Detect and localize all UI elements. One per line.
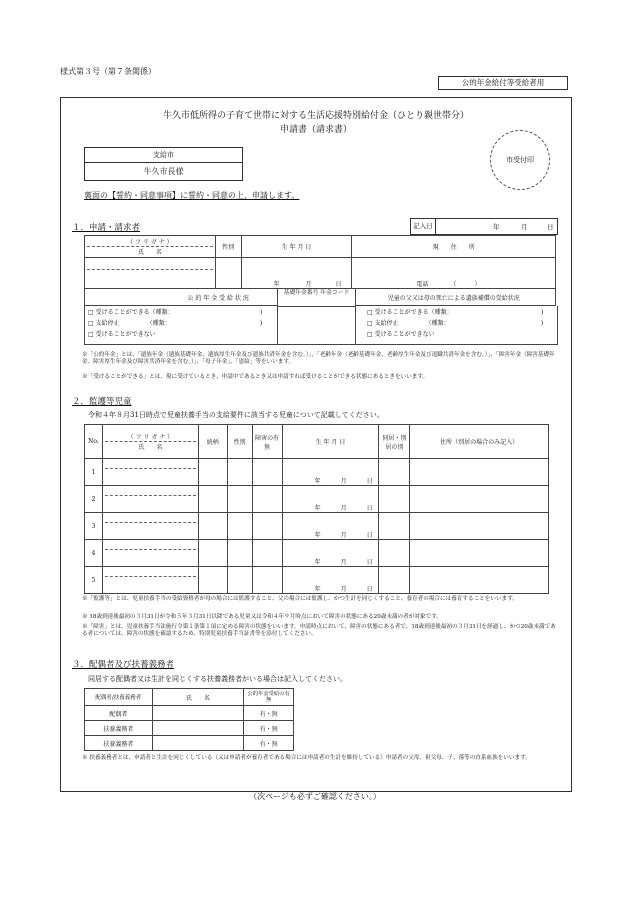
child-address-cell[interactable] <box>410 459 549 486</box>
applicant-address-header: 現 住 所 <box>352 236 556 258</box>
section3-heading: ３．配偶者及び扶養義務者 <box>72 660 175 670</box>
child-name-field[interactable] <box>105 496 196 512</box>
child-birth-year-unit: 年 <box>314 505 321 512</box>
pension-option-receivable[interactable] <box>88 308 174 318</box>
family-row <box>85 736 294 751</box>
birth-month-unit: 月 <box>305 281 312 288</box>
children-name-header <box>102 425 198 459</box>
children-sex-header: 性別 <box>227 425 252 459</box>
applicant-address-cell[interactable] <box>352 258 556 289</box>
survivor-close-1: ) <box>541 309 544 316</box>
child-birth-cell[interactable] <box>282 513 379 540</box>
family-row <box>85 706 294 721</box>
child-name-cell[interactable] <box>102 486 198 513</box>
survivor-option-suspended-label: □ 支給停止 （種類： <box>367 320 450 327</box>
child-address-cell[interactable] <box>410 486 549 513</box>
child-sex-cell[interactable] <box>227 513 252 540</box>
family-name-cell[interactable] <box>152 736 244 751</box>
child-birth-year-unit: 年 <box>314 586 321 593</box>
child-name-field[interactable] <box>105 469 196 485</box>
applicant-name-cell[interactable] <box>85 258 216 289</box>
child-birth-month-unit: 月 <box>340 586 347 593</box>
pension-option-suspended-label: □ 支給停止 （種類： <box>88 320 171 327</box>
entry-date-month: 月 <box>521 223 528 231</box>
child-no: 2 <box>85 486 103 513</box>
entry-date-day: 日 <box>547 223 554 231</box>
child-name-field[interactable] <box>105 523 196 539</box>
entry-date-box <box>410 218 558 235</box>
child-cohabit-cell[interactable] <box>379 540 410 567</box>
footer-note: （次ページも必ずご確認ください。） <box>249 792 381 801</box>
child-address-cell[interactable] <box>410 513 549 540</box>
applicant-birth-cell[interactable] <box>241 258 352 289</box>
applicant-name-header <box>85 236 216 258</box>
pension-option-receivable-label: □ 受けることができる（種類： <box>88 309 174 316</box>
child-birth-day-unit: 日 <box>366 559 373 566</box>
child-relation-cell[interactable] <box>198 513 227 540</box>
child-row <box>85 459 549 486</box>
survivor-option-receivable-label: □ 受けることができる（種類： <box>367 309 453 316</box>
divider <box>277 306 278 344</box>
child-birth-month-unit: 月 <box>340 505 347 512</box>
pension-close-2: ) <box>260 320 263 327</box>
payer-label: 支給市 <box>85 148 242 163</box>
child-disability-cell[interactable] <box>252 567 282 594</box>
children-birth-header: 生 年 月 日 <box>282 425 379 459</box>
family-pension-choice[interactable]: 有・無 <box>244 706 294 721</box>
children-furigana-label: （ フ リ ガ ナ ） <box>105 432 196 442</box>
child-disability-cell[interactable] <box>252 459 282 486</box>
form-number: 様式第３号（第７条関係） <box>60 67 156 76</box>
children-table <box>84 424 549 594</box>
child-sex-cell[interactable] <box>227 459 252 486</box>
children-name-label: 氏 名 <box>138 444 163 451</box>
child-furigana-field[interactable] <box>105 540 196 550</box>
child-no: 3 <box>85 513 103 540</box>
survivor-close-2: ) <box>541 320 544 327</box>
child-birth-day-unit: 日 <box>366 586 373 593</box>
title-line2: 申請書（請求書） <box>279 125 352 135</box>
child-sex-cell[interactable] <box>227 567 252 594</box>
child-relation-cell[interactable] <box>198 459 227 486</box>
children-no-header: No. <box>85 425 103 459</box>
child-birth-year-unit: 年 <box>314 559 321 566</box>
section1-note-2: ※「受けることができる」とは、現に受けているとき、申請中であるとき又は申請すれば受けることができる状態にあるときをいいます。 <box>82 374 429 380</box>
family-name-cell[interactable] <box>152 721 244 736</box>
birth-day-unit: 日 <box>335 281 342 288</box>
title-line1: 牛久市低所得の子育て世帯に対する生活応援特別給付金（ひとり親世帯分） <box>162 111 469 121</box>
basic-pension-no-header: 基礎年金番号 年金コード <box>277 288 356 307</box>
birth-year-unit: 年 <box>273 281 280 288</box>
child-cohabit-cell[interactable] <box>379 486 410 513</box>
section1-note-1: ※「公的年金」とは、「遺族年金（遺族基礎年金、遺族厚生年金及び遺族共済年金を含む。）」、「老齢年金（老齢基礎年金、老齢厚生年金及び退職共済年金を含む。）」、「障害年金（障害基礎年金、障害厚生年金及び障害共済年金を含む。）」、「母子年金」、「恩給」等をいいます。 <box>82 352 555 366</box>
child-name-cell[interactable] <box>102 513 198 540</box>
child-cohabit-cell[interactable] <box>379 459 410 486</box>
child-row <box>85 567 549 594</box>
child-name-cell[interactable] <box>102 567 198 594</box>
child-cohabit-cell[interactable] <box>379 513 410 540</box>
child-birth-cell[interactable] <box>282 459 379 486</box>
pension-option-suspended[interactable] <box>88 319 171 329</box>
child-birth-cell[interactable] <box>282 567 379 594</box>
applicant-name-label: 氏 名 <box>137 249 162 256</box>
child-address-cell[interactable] <box>410 540 549 567</box>
family-pension-choice[interactable]: 有・無 <box>244 721 294 736</box>
child-furigana-field[interactable] <box>105 486 196 496</box>
child-name-cell[interactable] <box>102 459 198 486</box>
child-birth-day-unit: 日 <box>366 478 373 485</box>
survivor-option-not-receivable-label: □ 受けることができない <box>367 331 435 338</box>
child-cohabit-cell[interactable] <box>379 567 410 594</box>
child-disability-cell[interactable] <box>252 486 282 513</box>
child-name-field[interactable] <box>105 550 196 566</box>
pension-option-not-receivable-label: □ 受けることができない <box>88 331 156 338</box>
child-row <box>85 486 549 513</box>
child-furigana-field[interactable] <box>105 567 196 577</box>
section2-heading: ２．監護等児童 <box>72 397 132 407</box>
family-name-cell[interactable] <box>152 706 244 721</box>
applicant-birth-header: 生 年 月 日 <box>241 236 352 258</box>
child-sex-cell[interactable] <box>227 486 252 513</box>
children-address-header: 住所（別居の場合のみ記入） <box>410 425 549 459</box>
section2-note-3: ※「障害」とは、児童扶養手当法施行令第１条第１項に定める障害の状態をいいます。申請時点において、障害の状態にある者で、18歳到達後最初の３月31日を経過し、かつ20歳未満である者については、障害の状態を確認するため、特別児童扶養手当証書等を添付してください。 <box>82 624 556 638</box>
child-name-cell[interactable] <box>102 540 198 567</box>
children-relation-header: 続柄 <box>198 425 227 459</box>
child-no: 4 <box>85 540 103 567</box>
children-disability-header: 障害の有無 <box>252 425 282 459</box>
child-sex-cell[interactable] <box>227 540 252 567</box>
applicant-furigana-field[interactable] <box>87 258 213 270</box>
section2-intro: 令和４年８月31日時点で児童扶養手当の支給要件に該当する児童について記載してください。 <box>88 411 384 419</box>
child-birth-month-unit: 月 <box>340 532 347 539</box>
basic-pension-no-field[interactable] <box>281 306 353 344</box>
child-birth-year-unit: 年 <box>314 478 321 485</box>
child-birth-month-unit: 月 <box>340 559 347 566</box>
child-relation-cell[interactable] <box>198 567 227 594</box>
child-furigana-field[interactable] <box>105 513 196 523</box>
child-name-field[interactable] <box>105 577 196 593</box>
family-row <box>85 721 294 736</box>
child-birth-year-unit: 年 <box>314 532 321 539</box>
child-no: 5 <box>85 567 103 594</box>
applicant-sex-cell[interactable] <box>215 258 241 289</box>
survivor-option-not-receivable[interactable] <box>367 330 435 340</box>
survivor-header: 児童の父又は母の死亡による遺族補償の受給状況 <box>352 289 556 306</box>
family-name-header: 氏 名 <box>152 689 244 706</box>
pension-status-area <box>84 306 558 345</box>
entry-date-label: 記入日 <box>411 219 436 234</box>
child-address-cell[interactable] <box>410 567 549 594</box>
child-birth-cell[interactable] <box>282 486 379 513</box>
child-relation-cell[interactable] <box>198 540 227 567</box>
family-type: 配偶者 <box>85 706 153 721</box>
section3-intro: 同居する配偶者又は生計を同じくする扶養義務者がいる場合は記入してください。 <box>88 675 347 683</box>
applicant-name-field[interactable] <box>87 270 213 288</box>
section1-heading: １．申請・請求者 <box>72 223 141 233</box>
survivor-option-suspended[interactable] <box>367 319 450 329</box>
child-no: 1 <box>85 459 103 486</box>
child-row <box>85 540 549 567</box>
family-type: 扶養義務者 <box>85 736 153 751</box>
pledge-text: 裏面の【誓約・同意事項】に誓約・同意の上、申請します。 <box>84 191 300 200</box>
entry-date-year: 年 <box>493 223 500 231</box>
children-cohabit-header: 同居・別居の別 <box>379 425 410 459</box>
child-relation-cell[interactable] <box>198 486 227 513</box>
pension-header: 公 的 年 金 受 給 状 況 <box>85 289 352 306</box>
family-table <box>84 688 294 751</box>
applicant-sex-header: 性別 <box>215 236 241 258</box>
child-birth-day-unit: 日 <box>366 505 373 512</box>
reception-stamp: 市受付印 <box>490 130 550 190</box>
purpose-box: 公的年金給付等受給者用 <box>438 76 568 90</box>
phone-label: 電話 <box>416 281 429 288</box>
child-row <box>85 513 549 540</box>
family-pension-header: 公的年金受給の有無 <box>244 689 294 706</box>
section2-note-1: ※「監護等」とは、児童扶養手当の受給資格者が母の場合には監護すること、父の場合には監護し、かつ生計を同じくすること、養育者の場合には養育することをいいます。 <box>82 596 518 602</box>
survivor-option-receivable[interactable] <box>367 308 453 318</box>
section2-note-2: ※ 18歳到達後最初の３月31日が令和５年３月31日以降である児童又は令和４年９月時点において障害の状態にある20歳未満の者が対象です。 <box>82 614 442 620</box>
child-disability-cell[interactable] <box>252 513 282 540</box>
divider <box>355 306 356 344</box>
family-type: 扶養義務者 <box>85 721 153 736</box>
payer-box <box>84 147 243 181</box>
phone-paren: （ ） <box>450 281 481 288</box>
child-furigana-field[interactable] <box>105 459 196 469</box>
child-birth-cell[interactable] <box>282 540 379 567</box>
child-birth-month-unit: 月 <box>340 478 347 485</box>
family-pension-choice[interactable]: 有・無 <box>244 736 294 751</box>
pension-close-1: ) <box>260 309 263 316</box>
child-birth-day-unit: 日 <box>366 532 373 539</box>
child-disability-cell[interactable] <box>252 540 282 567</box>
family-type-header: 配偶者/扶養義務者 <box>85 689 153 706</box>
section3-note: ※ 扶養義務者とは、申請者と生計を同じくしている（又は申請者が養育者である場合には申請者の生計を維持している）申請者の父母、祖父母、子、孫等の直系血族をいいます。 <box>82 755 531 761</box>
payer-name: 牛久市長様 <box>143 167 184 176</box>
pension-option-not-receivable[interactable] <box>88 330 156 340</box>
applicant-furigana-label: （ フ リ ガ ナ ） <box>87 237 213 247</box>
